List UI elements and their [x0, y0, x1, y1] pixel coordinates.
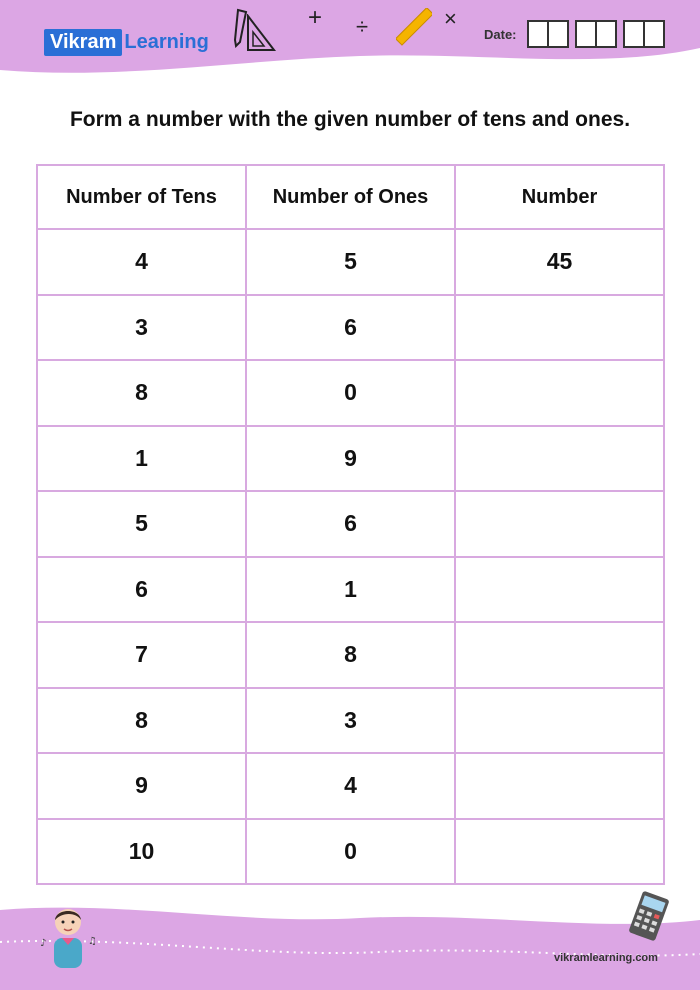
table-row [37, 688, 664, 754]
cell-number[interactable] [455, 819, 664, 885]
cell-tens: 6 [37, 557, 246, 623]
triangle-ruler-icon [244, 14, 278, 54]
website-url: vikramlearning.com [554, 952, 658, 964]
date-year[interactable] [623, 20, 665, 48]
date-field [484, 20, 671, 48]
svg-text:♫: ♫ [88, 936, 97, 947]
cell-ones: 8 [246, 622, 455, 688]
table-row [37, 426, 664, 492]
date-digit-box[interactable] [643, 20, 665, 48]
brand-name-part2: Learning [124, 30, 209, 53]
header-number: Number [455, 165, 664, 229]
header-ones: Number of Ones [246, 165, 455, 229]
cell-number[interactable]: 45 [455, 229, 664, 295]
cell-tens: 5 [37, 491, 246, 557]
table-row [37, 557, 664, 623]
cell-ones: 0 [246, 360, 455, 426]
cell-number[interactable] [455, 753, 664, 819]
cell-number[interactable] [455, 622, 664, 688]
table-row [37, 622, 664, 688]
date-label: Date: [484, 26, 517, 42]
header-tens: Number of Tens [37, 165, 246, 229]
cell-ones: 6 [246, 295, 455, 361]
divide-sign: ÷ [356, 14, 369, 39]
worksheet-title: Form a number with the given number of tens and ones. [69, 108, 631, 131]
date-digit-box[interactable] [623, 20, 645, 48]
cell-tens: 4 [37, 229, 246, 295]
times-sign: × [444, 6, 457, 31]
svg-text:♪: ♪ [40, 938, 47, 949]
cell-tens: 9 [37, 753, 246, 819]
cell-ones: 4 [246, 753, 455, 819]
brand-name-part1: Vikram [44, 29, 122, 56]
cell-number[interactable] [455, 557, 664, 623]
cell-ones: 1 [246, 557, 455, 623]
table-row [37, 491, 664, 557]
cell-number[interactable] [455, 295, 664, 361]
cell-tens: 7 [37, 622, 246, 688]
cell-ones: 0 [246, 819, 455, 885]
cell-tens: 1 [37, 426, 246, 492]
kid-illustration [36, 900, 100, 974]
ruler-icon [396, 8, 432, 48]
table-header-row [37, 165, 664, 229]
date-digit-box[interactable] [595, 20, 617, 48]
cell-number[interactable] [455, 426, 664, 492]
date-day[interactable] [527, 20, 569, 48]
cell-number[interactable] [455, 491, 664, 557]
cell-ones: 3 [246, 688, 455, 754]
brand-logo [44, 28, 209, 56]
cell-ones: 9 [246, 426, 455, 492]
plus-sign: + [308, 4, 323, 31]
footer-band [0, 880, 700, 990]
table-row [37, 819, 664, 885]
cell-number[interactable] [455, 688, 664, 754]
calculator-icon [625, 890, 673, 942]
table-row [37, 229, 664, 295]
table-row [37, 295, 664, 361]
table-row [37, 360, 664, 426]
date-month[interactable] [575, 20, 617, 48]
cell-ones: 6 [246, 491, 455, 557]
date-digit-box[interactable] [575, 20, 597, 48]
cell-tens: 8 [37, 360, 246, 426]
table-row [37, 753, 664, 819]
cell-tens: 8 [37, 688, 246, 754]
cell-ones: 5 [246, 229, 455, 295]
date-digit-box[interactable] [527, 20, 549, 48]
cell-number[interactable] [455, 360, 664, 426]
cell-tens: 3 [37, 295, 246, 361]
date-digit-box[interactable] [547, 20, 569, 48]
cell-tens: 10 [37, 819, 246, 885]
tens-ones-table [36, 164, 665, 885]
